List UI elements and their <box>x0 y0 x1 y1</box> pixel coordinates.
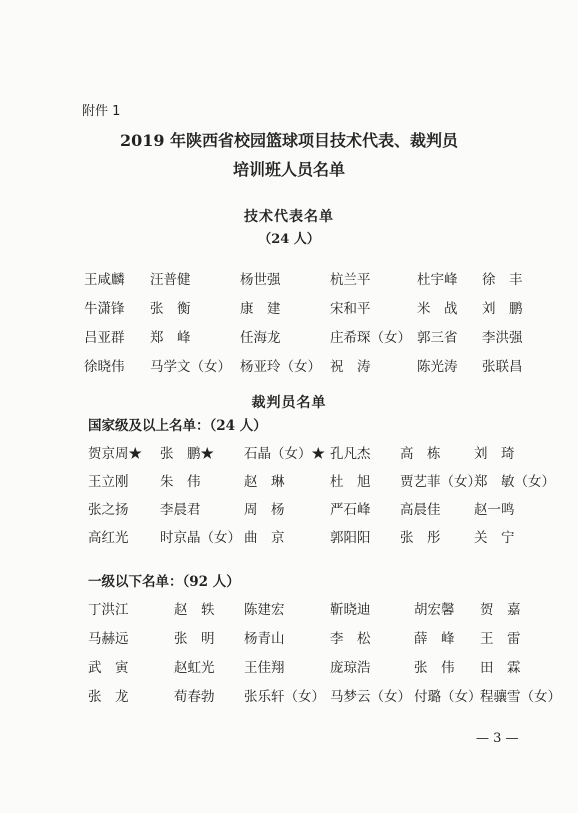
document-title-line1: 2019 年陕西省校园篮球项目技术代表、裁判员 <box>119 131 459 150</box>
person-name: 严石峰 <box>330 502 371 518</box>
name-row <box>0 526 578 546</box>
person-name: 靳晓迪 <box>330 602 371 618</box>
person-name: 刘 琦 <box>474 446 515 462</box>
person-name: 杜宇峰 <box>417 272 458 288</box>
first-level-referee-heading: 一级以下名单：（92 人） <box>88 574 240 590</box>
page-number: — 3 — <box>476 731 519 746</box>
person-name: 武 寅 <box>88 660 129 676</box>
person-name: 高晨佳 <box>400 502 441 518</box>
person-name: 任海龙 <box>240 330 281 346</box>
name-row <box>0 442 578 462</box>
person-name: 陈光涛 <box>417 359 458 375</box>
person-name: 赵 琳 <box>244 474 285 490</box>
referee-section-heading: 裁判员名单 <box>251 395 327 411</box>
person-name: 孔凡杰 <box>330 446 371 462</box>
name-row <box>0 498 578 518</box>
person-name: 杨亚玲（女） <box>240 359 321 375</box>
person-name: 时京晶（女） <box>160 530 241 546</box>
person-name: 贾艺菲（女） <box>400 474 481 490</box>
person-name: 祝 涛 <box>330 359 371 375</box>
person-name: 康 建 <box>240 301 281 317</box>
person-name: 牛潇锋 <box>84 301 125 317</box>
person-name: 郑 敏（女） <box>474 474 555 490</box>
person-name: 胡宏馨 <box>414 602 455 618</box>
tech-section-heading: 技术代表名单 <box>244 209 334 225</box>
person-name: 李洪强 <box>482 330 523 346</box>
person-name: 徐晓伟 <box>84 359 125 375</box>
person-name: 郑 峰 <box>150 330 191 346</box>
person-name: 庄希琛（女） <box>330 330 411 346</box>
person-name: 刘 鹏 <box>482 301 523 317</box>
national-referee-heading: 国家级及以上名单：（24 人） <box>88 418 267 434</box>
person-name: 张 明 <box>174 631 215 647</box>
person-name: 贺 嘉 <box>480 602 521 618</box>
person-name: 周 杨 <box>244 502 285 518</box>
person-name: 曲 京 <box>244 530 285 546</box>
name-row <box>0 598 578 618</box>
person-name: 徐 丰 <box>482 272 523 288</box>
person-name: 李 松 <box>330 631 371 647</box>
person-name: 田 霖 <box>480 660 521 676</box>
person-name: 王立刚 <box>88 474 129 490</box>
person-name: 丁洪江 <box>88 602 129 618</box>
person-name: 马赫远 <box>88 631 129 647</box>
person-name: 汪普健 <box>150 272 191 288</box>
person-name: 王咸麟 <box>84 272 125 288</box>
person-name: 郭阳阳 <box>330 530 371 546</box>
person-name: 米 战 <box>417 301 458 317</box>
person-name: 张乐轩（女） <box>244 689 325 705</box>
person-name: 赵 轶 <box>174 602 215 618</box>
name-row <box>0 470 578 490</box>
person-name: 张 鹏★ <box>160 446 214 462</box>
person-name: 陈建宏 <box>244 602 285 618</box>
name-row <box>0 627 578 647</box>
document-title-line2: 培训班人员名单 <box>232 160 345 179</box>
person-name: 付璐（女） <box>414 689 482 705</box>
person-name: 王佳翔 <box>244 660 285 676</box>
person-name: 宋和平 <box>330 301 371 317</box>
name-row <box>0 656 578 676</box>
name-row <box>0 355 578 375</box>
person-name: 荀春勃 <box>174 689 215 705</box>
person-name: 马梦云（女） <box>330 689 411 705</box>
person-name: 程骧雪（女） <box>480 689 561 705</box>
person-name: 张之扬 <box>88 502 129 518</box>
person-name: 薛 峰 <box>414 631 455 647</box>
attachment-label: 附件 1 <box>82 104 121 119</box>
person-name: 杨世强 <box>240 272 281 288</box>
person-name: 王 雷 <box>480 631 521 647</box>
person-name: 高红光 <box>88 530 129 546</box>
person-name: 庞琼浩 <box>330 660 371 676</box>
person-name: 贺京周★ <box>88 446 142 462</box>
person-name: 关 宁 <box>474 530 515 546</box>
person-name: 张 衡 <box>150 301 191 317</box>
name-row <box>0 297 578 317</box>
person-name: 赵一鸣 <box>474 502 515 518</box>
person-name: 张 伟 <box>414 660 455 676</box>
person-name: 张联昌 <box>482 359 523 375</box>
person-name: 郭三省 <box>417 330 458 346</box>
person-name: 张 龙 <box>88 689 129 705</box>
person-name: 杨青山 <box>244 631 285 647</box>
person-name: 朱 伟 <box>160 474 201 490</box>
person-name: 吕亚群 <box>84 330 125 346</box>
person-name: 李晨君 <box>160 502 201 518</box>
name-row <box>0 268 578 288</box>
name-row <box>0 326 578 346</box>
name-row <box>0 685 578 705</box>
person-name: 高 栋 <box>400 446 441 462</box>
person-name: 赵虹光 <box>174 660 215 676</box>
person-name: 杜 旭 <box>330 474 371 490</box>
tech-section-count: （24 人） <box>258 232 320 247</box>
person-name: 石晶（女）★ <box>244 446 325 462</box>
person-name: 马学文（女） <box>150 359 231 375</box>
person-name: 杭兰平 <box>330 272 371 288</box>
person-name: 张 彤 <box>400 530 441 546</box>
